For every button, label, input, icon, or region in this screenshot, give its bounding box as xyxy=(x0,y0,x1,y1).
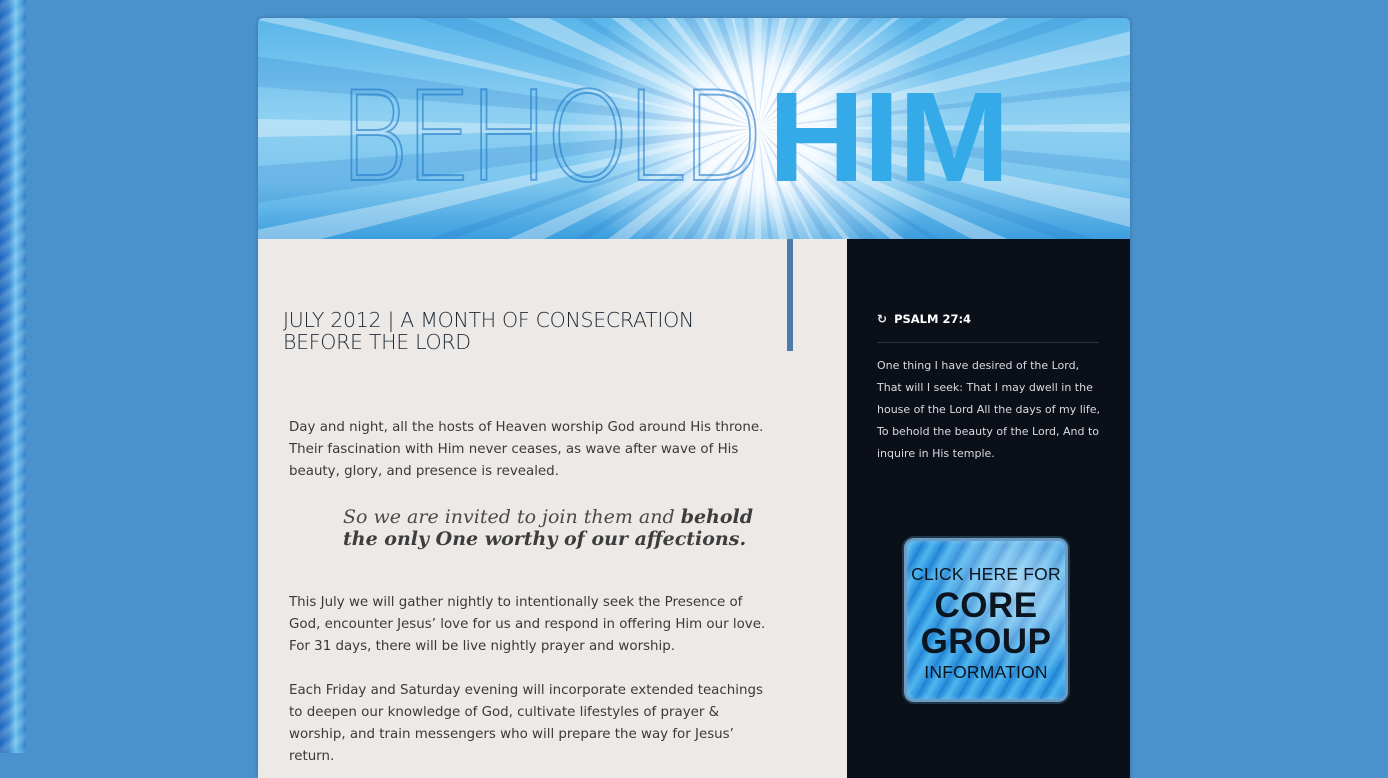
banner-title xyxy=(338,66,1009,210)
banner-word-light: BEHOLD xyxy=(338,66,760,210)
sidebar-verse: One thing I have desired of the Lord, That will I seek: That I may dwell in the house of the Lord All the days of my life, To behold the beauty of the Lord, And to inquire in His temple. xyxy=(877,359,1101,460)
banner-word-bold: HIM xyxy=(768,66,1009,209)
cta-line-core: CORE xyxy=(934,586,1038,625)
cta-line-click: CLICK HERE FOR xyxy=(911,564,1061,584)
sidebar xyxy=(847,239,1130,778)
left-decorative-stripe xyxy=(0,0,26,753)
cta-line-group: GROUP xyxy=(920,622,1052,661)
post-paragraph-intro: Day and night, all the hosts of Heaven worship God around His throne. Their fascination with Him never ceases, as wave after wave of His beauty, glory, and presence is revealed. xyxy=(289,420,764,479)
core-group-info-button[interactable] xyxy=(904,538,1068,702)
scroll-icon: ↻ xyxy=(877,312,888,326)
sidebar-divider xyxy=(877,342,1099,343)
page-container xyxy=(258,18,1130,778)
post-paragraph-teachings: Each Friday and Saturday evening will incorporate extended teachings to deepen our knowledge of God, cultivate lifestyles of prayer & worship, and train messengers who will prepare the way for Jesus’ return. xyxy=(289,683,763,764)
main-content xyxy=(258,239,847,778)
pull-quote-emphasis: behold the only One worthy of our affections. xyxy=(343,506,754,550)
cta-line-information: INFORMATION xyxy=(924,662,1048,682)
title-accent-bar xyxy=(787,239,793,351)
post-title: JULY 2012 | A MONTH OF CONSECRATION BEFORE THE LORD xyxy=(283,308,694,354)
sidebar-heading xyxy=(877,312,971,326)
post-pull-quote xyxy=(343,506,783,550)
pull-quote-text: So we are invited to join them and xyxy=(343,506,681,528)
sidebar-heading-label: PSALM 27:4 xyxy=(894,312,972,326)
header-banner[interactable] xyxy=(258,18,1130,239)
post-paragraph-gathering: This July we will gather nightly to intentionally seek the Presence of God, encounter Jesus’ love for us and respond in offering Him our love. For 31 days, there will be live nightly prayer and worship. xyxy=(289,595,766,654)
